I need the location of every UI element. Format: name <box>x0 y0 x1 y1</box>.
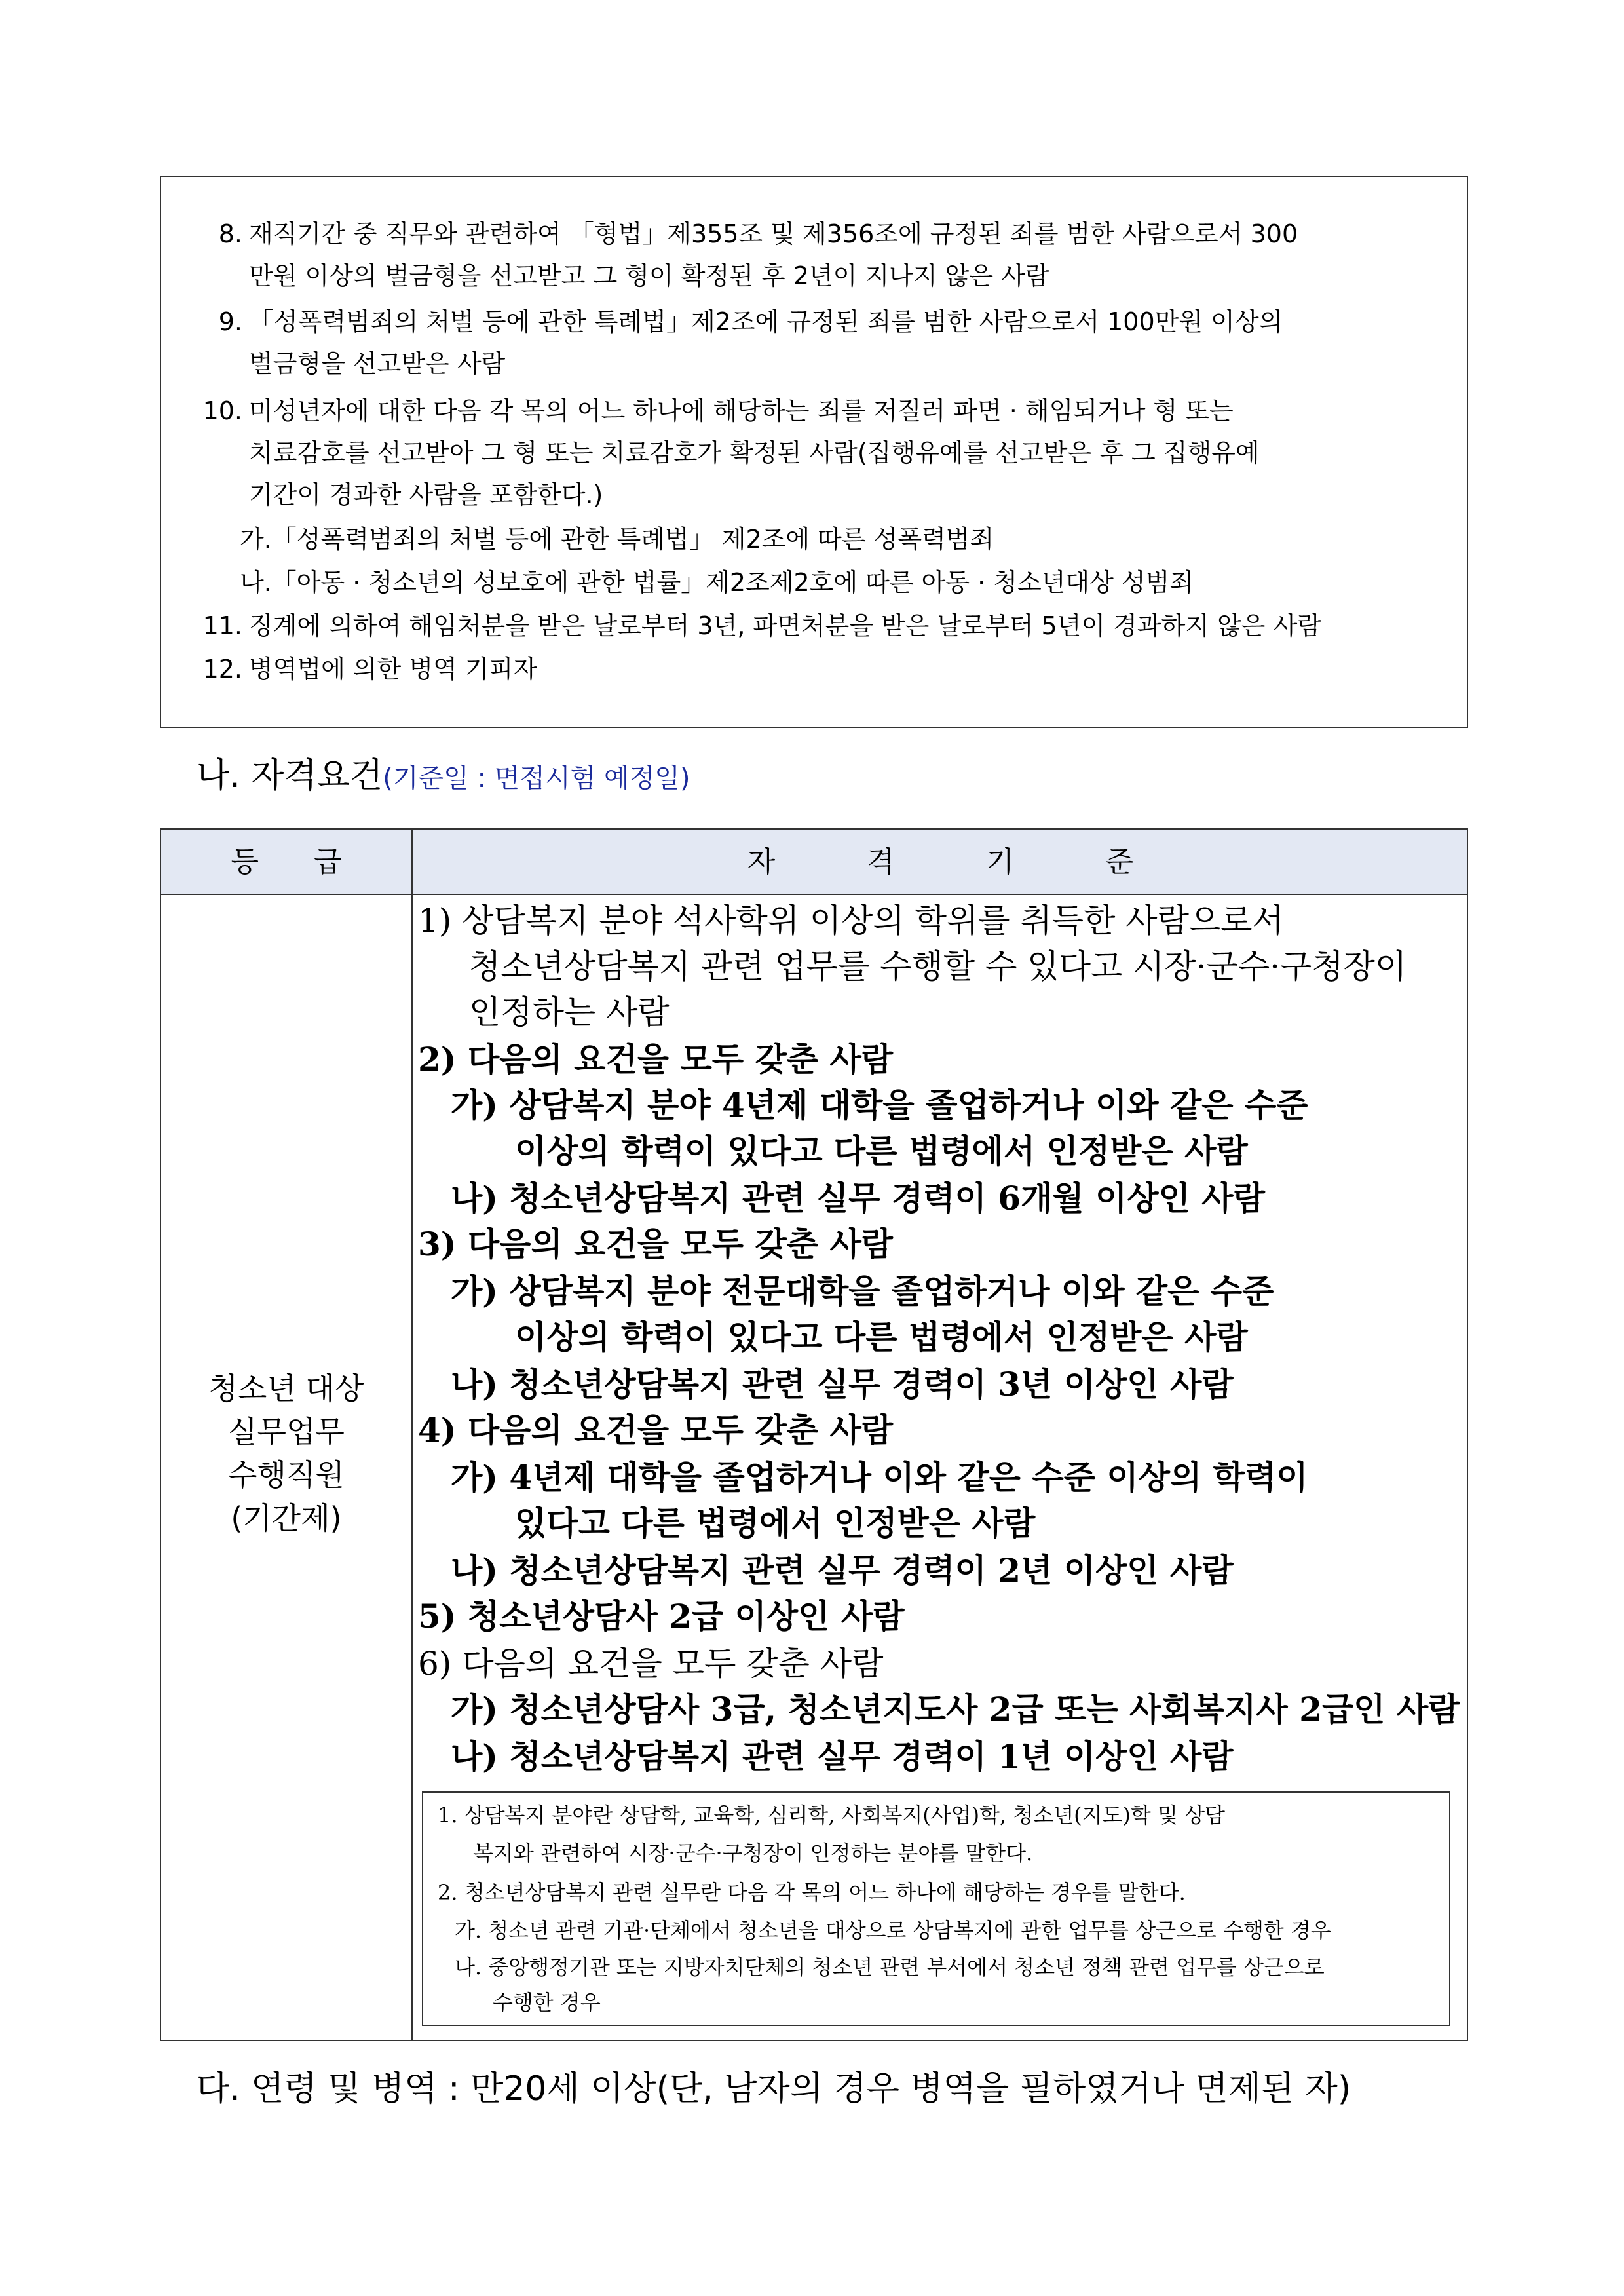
item-number: 10. <box>202 396 242 425</box>
section-title: 나. 자격요건 <box>197 756 383 795</box>
criteria-line: 2) 다음의 요건을 모두 갖춘 사람 <box>418 1040 894 1079</box>
criteria-line: 4) 다음의 요건을 모두 갖춘 사람 <box>418 1411 894 1449</box>
item-text: 만원 이상의 벌금형을 선고받고 그 형이 확정된 후 2년이 지나지 않은 사람 <box>249 261 1049 290</box>
criteria-line: 가) 4년제 대학을 졸업하거나 이와 같은 수준 이상의 학력이 <box>451 1458 1308 1497</box>
grade-line: 수행직원 <box>228 1457 345 1493</box>
item-text: 기간이 경과한 사람을 포함한다.) <box>249 480 603 509</box>
note-line: 1. 상담복지 분야란 상담학, 교육학, 심리학, 사회복지(사업)학, 청소년(지도)학 및 상담 <box>438 1803 1225 1827</box>
item-number: 9. <box>218 307 242 336</box>
note-line: 수행한 경우 <box>493 1990 601 2015</box>
grade-cell <box>161 1367 411 1540</box>
item-text: 벌금형을 선고받은 사람 <box>249 349 506 378</box>
item-text: 치료감호를 선고받아 그 형 또는 치료감호가 확정된 사람(집행유예를 선고받은 후 그 집행유예 <box>249 438 1260 467</box>
item-text: 「성폭력범죄의 처벌 등에 관한 특례법」제2조에 규정된 죄를 범한 사람으로서 100만원 이상의 <box>249 307 1283 336</box>
criteria-line: 가) 상담복지 분야 4년제 대학을 졸업하거나 이와 같은 수준 <box>451 1086 1308 1124</box>
criteria-line: 있다고 다른 법령에서 인정받은 사람 <box>515 1504 1036 1542</box>
criteria-line: 1) 상담복지 분야 석사학위 이상의 학위를 취득한 사람으로서 <box>418 902 1284 940</box>
disqualification-box <box>160 176 1468 728</box>
section-subtitle: (기준일 : 면접시험 예정일) <box>383 763 690 794</box>
criteria-line: 가) 청소년상담사 3급, 청소년지도사 2급 또는 사회복지사 2급인 사람 <box>451 1690 1460 1729</box>
item-text: 병역법에 의한 병역 기피자 <box>249 655 538 683</box>
item-text: 미성년자에 대한 다음 각 목의 어느 하나에 해당하는 죄를 저질러 파면 · 해임되거나 형 또는 <box>249 396 1234 425</box>
grade-line: 실무업무 <box>228 1414 345 1449</box>
item-text: 징계에 의하여 해임처분을 받은 날로부터 3년, 파면처분을 받은 날로부터 5년이 경과하지 않은 사람 <box>249 611 1321 640</box>
criteria-line: 나) 청소년상담복지 관련 실무 경력이 6개월 이상인 사람 <box>451 1179 1265 1217</box>
criteria-line: 인정하는 사람 <box>469 993 670 1031</box>
criteria-line: 가) 상담복지 분야 전문대학을 졸업하거나 이와 같은 수준 <box>451 1272 1274 1311</box>
note-line: 가. 청소년 관련 기관·단체에서 청소년을 대상으로 상담복지에 관한 업무를 상근으로 수행한 경우 <box>455 1918 1331 1943</box>
criteria-line: 나) 청소년상담복지 관련 실무 경력이 3년 이상인 사람 <box>451 1365 1234 1404</box>
header-criteria: 자 격 기 준 <box>747 845 1134 879</box>
item-number: 12. <box>202 655 242 683</box>
grade-line: (기간제) <box>231 1501 342 1536</box>
section-heading-age-military: 다. 연령 및 병역 : 만20세 이상(단, 남자의 경우 병역을 필하였거나 면제된 자) <box>197 2069 1351 2109</box>
column-divider <box>411 830 413 2040</box>
qualification-table <box>160 828 1468 2041</box>
criteria-notes-box <box>422 1791 1450 2026</box>
note-line: 2. 청소년상담복지 관련 실무란 다음 각 목의 어느 하나에 해당하는 경우를 말한다. <box>438 1880 1186 1905</box>
note-line: 복지와 관련하여 시장·군수·구청장이 인정하는 분야를 말한다. <box>473 1841 1033 1866</box>
section-heading-qualification <box>197 755 690 799</box>
criteria-line: 나) 청소년상담복지 관련 실무 경력이 1년 이상인 사람 <box>451 1737 1234 1776</box>
criteria-line: 3) 다음의 요건을 모두 갖춘 사람 <box>418 1225 894 1263</box>
grade-line: 청소년 대상 <box>208 1371 364 1406</box>
criteria-line: 5) 청소년상담사 2급 이상인 사람 <box>418 1597 905 1636</box>
criteria-line: 6) 다음의 요건을 모두 갖춘 사람 <box>418 1645 884 1683</box>
item-sub-text: 나.「아동 · 청소년의 성보호에 관한 법률」제2조제2호에 따른 아동 · 청소년대상 성범죄 <box>240 568 1194 597</box>
criteria-line: 청소년상담복지 관련 업무를 수행할 수 있다고 시장·군수·구청장이 <box>469 947 1407 985</box>
criteria-line: 나) 청소년상담복지 관련 실무 경력이 2년 이상인 사람 <box>451 1551 1234 1590</box>
criteria-line: 이상의 학력이 있다고 다른 법령에서 인정받은 사람 <box>515 1318 1248 1356</box>
item-sub-text: 가.「성폭력범죄의 처벌 등에 관한 특례법」 제2조에 따른 성폭력범죄 <box>240 525 994 554</box>
item-text: 재직기간 중 직무와 관련하여 「형법」제355조 및 제356조에 규정된 죄를 범한 사람으로서 300 <box>249 220 1298 248</box>
item-number: 11. <box>202 611 242 640</box>
item-number: 8. <box>218 220 242 248</box>
header-grade: 등 급 <box>231 845 342 879</box>
note-line: 나. 중앙행정기관 또는 지방자치단체의 청소년 관련 부서에서 청소년 정책 관련 업무를 상근으로 <box>455 1955 1325 1980</box>
criteria-line: 이상의 학력이 있다고 다른 법령에서 인정받은 사람 <box>515 1132 1248 1170</box>
